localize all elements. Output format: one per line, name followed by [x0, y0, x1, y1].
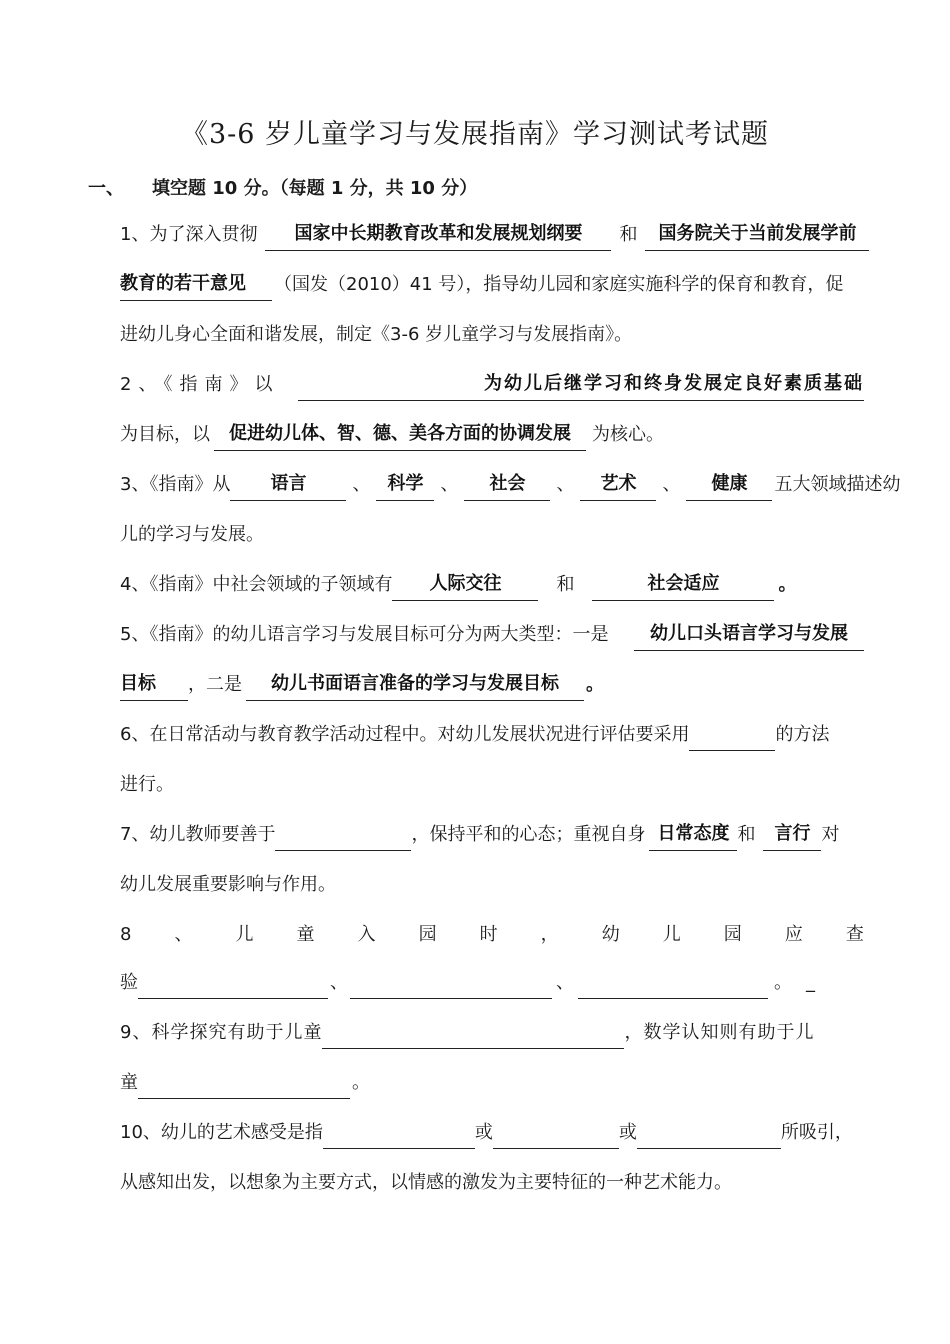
q8-char: 园 [418, 924, 437, 945]
q2-prefix-2: 为目标，以 [120, 424, 210, 445]
q5-mid: ，二是 [188, 674, 242, 695]
q8-char: 时 [479, 924, 498, 945]
q6-tail: 的方法 [775, 724, 830, 745]
q3-answer-language: 语言 [230, 468, 346, 501]
q5-line2 [120, 668, 864, 702]
q10-or-1: 或 [474, 1122, 493, 1143]
q8-char: 儿 [235, 924, 254, 945]
q9-prefix-2: 童 [120, 1072, 138, 1093]
q3-sep-1: 、 [352, 474, 371, 495]
q6-prefix: 6、在日常活动与教育教学活动过程中。对幼儿发展状况进行评估要采用 [120, 724, 690, 745]
q10-blank-3[interactable] [637, 1116, 781, 1149]
q8-char: 入 [357, 924, 376, 945]
q4-line1 [120, 568, 864, 602]
q2-prefix: 2、《指南》以 [120, 374, 280, 395]
q4-prefix: 4、《指南》中社会领域的子领域有 [120, 574, 393, 595]
q1-prefix: 1、为了深入贯彻 [120, 224, 258, 245]
q9-line1 [120, 1016, 864, 1050]
q8-end: 。 [774, 972, 792, 993]
q5-end: 。 [586, 674, 604, 695]
q3-sep-4: 、 [662, 474, 681, 495]
q4-answer-2: 社会适应 [592, 568, 774, 601]
q8-blank-1[interactable] [138, 966, 328, 999]
q1-answer-1: 国家中长期教育改革和发展规划纲要 [265, 218, 611, 251]
q8-char: 8 [120, 924, 132, 945]
q3-answer-health: 健康 [686, 468, 772, 501]
q3-answer-art: 艺术 [580, 468, 656, 501]
q5-answer-1b: 目标 [120, 668, 188, 701]
q7-line1 [120, 818, 864, 852]
q5-line1 [120, 618, 864, 652]
q3-tail: 五大领域描述幼 [774, 474, 901, 495]
q2-tail: 为核心。 [592, 424, 664, 445]
q8-line2 [120, 966, 864, 1000]
q8-line1 [120, 918, 864, 952]
q9-blank-1[interactable] [322, 1016, 624, 1049]
q7-prefix: 7、幼儿教师要善于 [120, 824, 276, 845]
q3-line2: 儿的学习与发展。 [120, 524, 264, 545]
q9-end: 。 [352, 1072, 370, 1093]
q7-and: 和 [737, 824, 756, 845]
q5-answer-2: 幼儿书面语言准备的学习与发展目标 [246, 668, 584, 701]
q1-line3: 进幼儿身心全面和谐发展，制定《3-6 岁儿童学习与发展指南》。 [120, 324, 633, 345]
q4-and: 和 [556, 574, 575, 595]
q8-char: 应 [784, 924, 803, 945]
q8-char: 儿 [662, 924, 681, 945]
q6-blank[interactable] [689, 718, 775, 751]
q10-blank-2[interactable] [493, 1116, 619, 1149]
q8-blank-2[interactable] [350, 966, 552, 999]
q1-answer-2b: 教育的若干意见 [120, 268, 272, 301]
q7-answer-1: 日常态度 [649, 818, 737, 851]
q9-prefix: 9、科学探究有助于儿童 [120, 1022, 323, 1043]
q5-prefix: 5、《指南》的幼儿语言学习与发展目标可分为两大类型：一是 [120, 624, 609, 645]
q8-char: 幼 [601, 924, 620, 945]
q8-char: 园 [723, 924, 742, 945]
q7-mid: ，保持平和的心态；重视自身 [411, 824, 646, 845]
q10-line2: 从感知出发，以想象为主要方式，以情感的激发为主要特征的一种艺术能力。 [120, 1172, 732, 1193]
q7-blank[interactable] [275, 818, 411, 851]
q10-prefix: 10、幼儿的艺术感受是指 [120, 1122, 323, 1143]
q1-line2 [120, 268, 864, 302]
q5-answer-1a: 幼儿口头语言学习与发展 [634, 618, 864, 651]
q3-sep-2: 、 [440, 474, 459, 495]
q8-char: ， [540, 924, 559, 945]
q6-line2: 进行。 [120, 774, 174, 795]
q3-sep-3: 、 [556, 474, 575, 495]
q9-blank-2[interactable] [138, 1066, 350, 1099]
q8-blank-3[interactable] [578, 966, 768, 999]
q8-prefix: 验 [120, 972, 138, 993]
q2-line2 [120, 418, 864, 452]
q2-answer-1: 为幼儿后继学习和终身发展定良好素质基础 [298, 368, 864, 401]
q6-line1 [120, 718, 864, 752]
section-number: 一、 [88, 178, 124, 199]
section-heading [88, 174, 477, 200]
q7-line2: 幼儿发展重要影响与作用。 [120, 874, 336, 895]
q8-sep-1: 、 [330, 972, 348, 993]
q10-line1 [120, 1116, 864, 1150]
q10-or-2: 或 [618, 1122, 637, 1143]
q2-line1 [120, 368, 864, 402]
q3-line1 [120, 468, 901, 502]
q10-tail: 所吸引， [780, 1122, 853, 1143]
q4-answer-1: 人际交往 [392, 568, 538, 601]
q8-char: 童 [296, 924, 315, 945]
q10-blank-1[interactable] [323, 1116, 475, 1149]
q9-mid: ，数学认知则有助于儿 [624, 1022, 815, 1043]
q7-tail: 对 [821, 824, 840, 845]
q8-char: 查 [845, 924, 864, 945]
q1-tail: （国发（2010）41 号），指导幼儿园和家庭实施科学的保育和教育，促 [274, 274, 844, 295]
q7-answer-2: 言行 [763, 818, 821, 851]
q8-char: 、 [174, 924, 193, 945]
q8-sep-2: 、 [556, 972, 574, 993]
q1-answer-2a: 国务院关于当前发展学前 [645, 218, 869, 251]
q3-prefix: 3、《指南》从 [120, 474, 231, 495]
section-title: 填空题 10 分。（每题 1 分，共 10 分） [152, 178, 478, 199]
q3-answer-science: 科学 [376, 468, 434, 501]
q1-and: 和 [619, 224, 638, 245]
q3-answer-society: 社会 [464, 468, 550, 501]
q9-line2 [120, 1066, 864, 1100]
page-title: 《3-6 岁儿童学习与发展指南》学习测试考试题 [180, 119, 770, 150]
q1-line1 [120, 218, 864, 252]
q2-answer-2: 促进幼儿体、智、德、美各方面的协调发展 [214, 418, 586, 451]
q8-trail: _ [806, 972, 815, 993]
q4-end: 。 [778, 574, 797, 595]
